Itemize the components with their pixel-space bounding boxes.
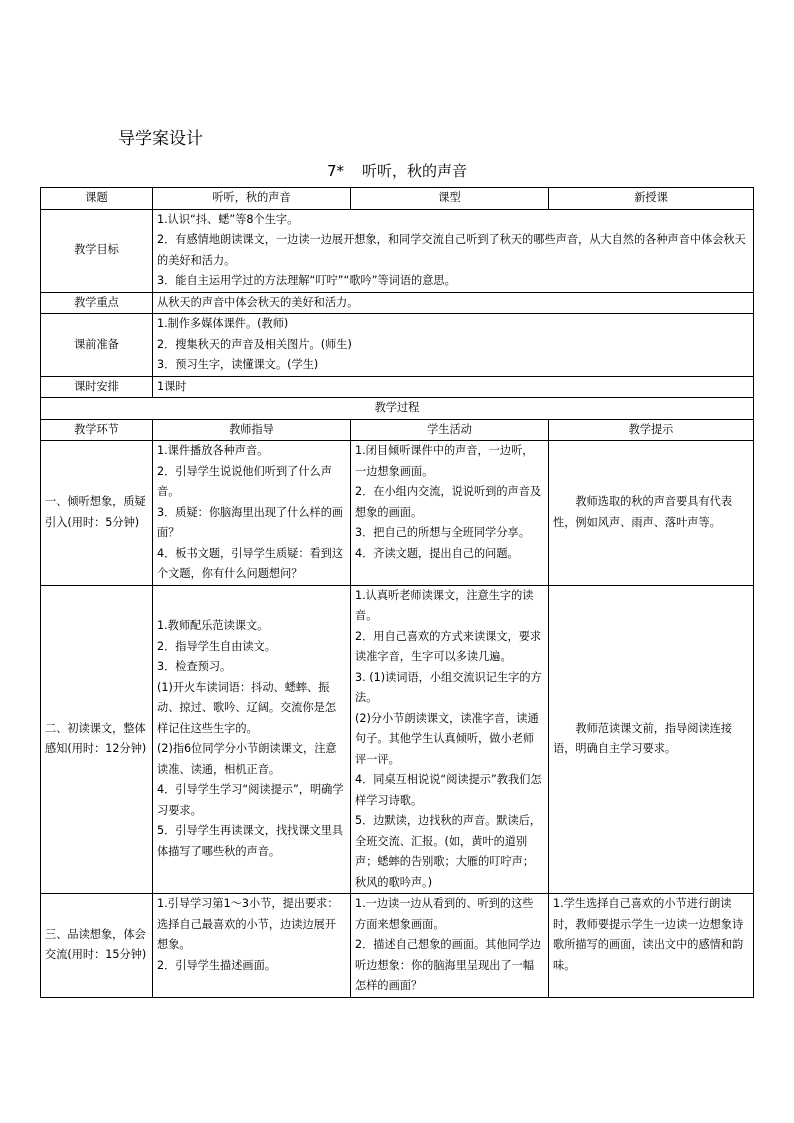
teacher-item: 1.课件播放各种声音。 bbox=[157, 444, 269, 457]
schedule-label: 课时安排 bbox=[41, 376, 153, 398]
stage-cell: 一、倾听想象，质疑引入(用时：5分钟) bbox=[41, 441, 153, 586]
tip-item: 1.学生选择自己喜欢的小节进行朗读时，教师要提示学生一边读一边想象诗歌所描写的画面，读出文中的感情和韵味。 bbox=[553, 897, 744, 972]
teacher-guidance-cell bbox=[153, 585, 351, 894]
column-header-tip: 教学提示 bbox=[549, 419, 754, 441]
teacher-item: 5．引导学生再读课文，找找课文里具体描写了哪些秋的声音。 bbox=[157, 824, 344, 858]
stage-cell: 二、初读课文，整体感知(用时：12分钟) bbox=[41, 585, 153, 894]
tip-item: 教师范读课文前，指导阅读连接语，明确自主学习要求。 bbox=[553, 721, 733, 756]
lesson-name: 听听，秋的声音 bbox=[362, 162, 468, 180]
process-header-row bbox=[41, 419, 754, 441]
lesson-type-label: 课型 bbox=[351, 188, 549, 210]
teacher-item: 1.教师配乐范读课文。 bbox=[157, 619, 269, 633]
teacher-item: 3．检查预习。 bbox=[157, 660, 232, 674]
student-activity-cell bbox=[351, 894, 549, 998]
teacher-guidance-cell bbox=[153, 441, 351, 586]
student-item: 3．把自己的所想与全班同学分享。 bbox=[355, 526, 530, 539]
key-point-label: 教学重点 bbox=[41, 292, 153, 314]
student-activity-cell bbox=[351, 585, 549, 894]
student-activity-cell bbox=[351, 441, 549, 586]
student-item: (2)分小节朗读课文，读准字音，读通句子。其他学生认真倾听，做小老师评一评。 bbox=[355, 711, 539, 766]
process-heading-row bbox=[41, 398, 754, 420]
process-row bbox=[41, 585, 754, 894]
student-item: 2．在小组内交流，说说听到的声音及想象的画面。 bbox=[355, 485, 542, 519]
topic-label: 课题 bbox=[41, 188, 153, 210]
student-item: 1.一边读一边从看到的、听到的这些方面来想象画面。 bbox=[355, 897, 534, 931]
goal-item: 3．能自主运用学过的方法理解“叮咛”“歌吟”等词语的意思。 bbox=[157, 274, 456, 287]
preparation-item: 1.制作多媒体课件。(教师) bbox=[157, 317, 289, 330]
student-item: 2．用自己喜欢的方式来读课文，要求读准字音，生字可以多读几遍。 bbox=[355, 629, 542, 663]
teacher-item: 4．板书文题，引导学生质疑：看到这个文题，你有什么问题想问？ bbox=[157, 546, 344, 580]
preparation-row bbox=[41, 314, 754, 377]
process-row bbox=[41, 441, 754, 586]
teacher-item: 2．引导学生说说他们听到了什么声音。 bbox=[157, 464, 332, 498]
goal-item: 1.认识“抖、蟋”等8个生字。 bbox=[157, 212, 299, 226]
teacher-item: (2)指6位同学分小节朗读课文，注意读准、读通，相机正音。 bbox=[157, 742, 337, 776]
document-title: 导学案设计 bbox=[118, 129, 203, 149]
teaching-tip-cell bbox=[549, 894, 754, 998]
student-item: 2．描述自己想象的画面。其他同学边听边想象：你的脑海里呈现出了一幅怎样的画面？ bbox=[355, 938, 542, 992]
preparation-item: 2．搜集秋天的声音及相关图片。(师生) bbox=[157, 337, 352, 351]
student-item: 1.认真听老师读课文，注意生字的读音。 bbox=[355, 588, 534, 622]
teacher-item: 4．引导学生学习“阅读提示”，明确学习要求。 bbox=[157, 783, 344, 817]
teaching-tip-cell bbox=[549, 441, 754, 586]
teacher-guidance-cell bbox=[153, 894, 351, 998]
lesson-type-value: 新授课 bbox=[549, 188, 754, 210]
goals-content bbox=[153, 209, 754, 292]
teacher-item: 3．质疑：你脑海里出现了什么样的画面？ bbox=[157, 505, 344, 539]
lesson-title bbox=[0, 160, 794, 181]
lesson-number: 7* bbox=[326, 162, 345, 180]
preparation-label: 课前准备 bbox=[41, 314, 153, 377]
topic-row bbox=[41, 188, 754, 210]
teacher-item: 1.引导学习第1～3小节，提出要求：选择自己最喜欢的小节，边读边展开想象。 bbox=[157, 897, 339, 951]
column-header-stage: 教学环节 bbox=[41, 419, 153, 441]
student-item: 1.闭目倾听课件中的声音，一边听，一边想象画面。 bbox=[355, 444, 534, 478]
process-row bbox=[41, 894, 754, 998]
schedule-row bbox=[41, 376, 754, 398]
goals-label: 教学目标 bbox=[41, 209, 153, 292]
key-point-row bbox=[41, 292, 754, 314]
column-header-teacher: 教师指导 bbox=[153, 419, 351, 441]
student-item: 4．同桌互相说说“阅读提示”教我们怎样学习诗歌。 bbox=[355, 773, 542, 807]
student-item: 5．边默读，边找秋的声音。默读后，全班交流、汇报。(如，黄叶的道别声；蟋蟀的告别歌；大雁的叮咛声；秋风的歌吟声。) bbox=[355, 814, 542, 889]
column-header-student: 学生活动 bbox=[351, 419, 549, 441]
student-item: 3. (1)读词语，小组交流识记生字的方法。 bbox=[355, 670, 542, 704]
key-point-value: 从秋天的声音中体会秋天的美好和活力。 bbox=[153, 292, 754, 314]
stage-cell: 三、品读想象，体会交流(用时：15分钟) bbox=[41, 894, 153, 998]
tip-item: 教师选取的秋的声音要具有代表性，例如风声、雨声、落叶声等。 bbox=[553, 495, 733, 529]
goal-item: 2．有感情地朗读课文，一边读一边展开想象，和同学交流自己听到了秋天的哪些声音，从大自然的各种声音中体会秋天的美好和活力。 bbox=[157, 233, 746, 267]
topic-value: 听听，秋的声音 bbox=[153, 188, 351, 210]
preparation-item: 3．预习生字，读懂课文。(学生) bbox=[157, 358, 319, 371]
schedule-value: 1课时 bbox=[153, 376, 754, 398]
preparation-content bbox=[153, 314, 754, 377]
lesson-plan-table bbox=[40, 187, 754, 998]
teacher-item: (1)开火车读词语：抖动、蟋蟀、振动、掠过、歌吟、辽阔。交流你是怎样记住这些生字的。 bbox=[157, 680, 337, 735]
teaching-tip-cell bbox=[549, 585, 754, 894]
teacher-item: 2．指导学生自由读文。 bbox=[157, 639, 276, 653]
process-heading: 教学过程 bbox=[41, 398, 754, 420]
student-item: 4．齐读文题，提出自己的问题。 bbox=[355, 546, 519, 560]
teacher-item: 2．引导学生描述画面。 bbox=[157, 958, 276, 972]
goals-row bbox=[41, 209, 754, 292]
